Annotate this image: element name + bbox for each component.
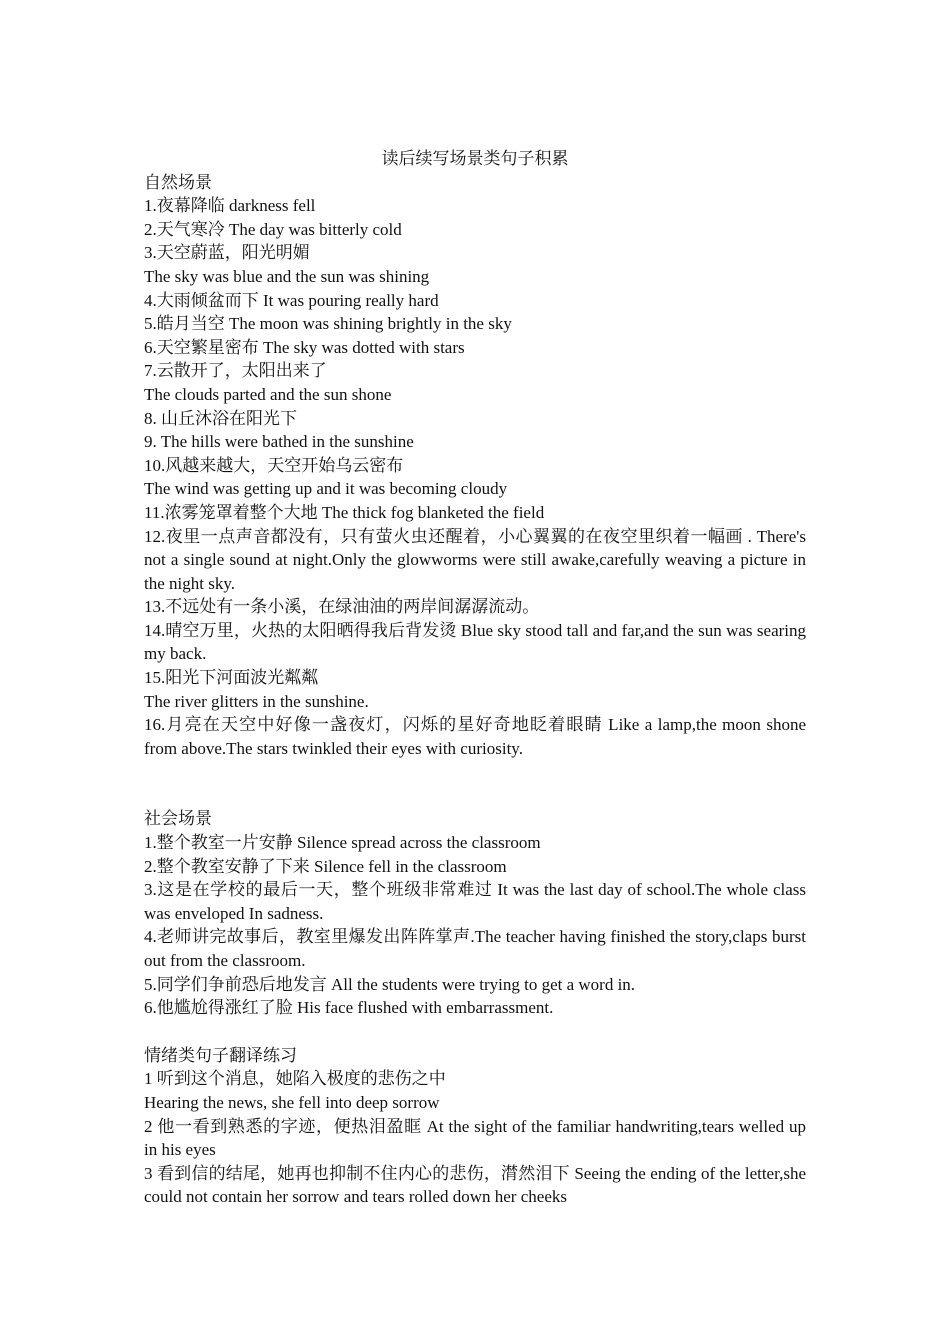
text-line: 1 听到这个消息，她陷入极度的悲伤之中 — [144, 1069, 446, 1089]
text-line: 10.风越来越大，天空开始乌云密布 — [144, 455, 404, 475]
text-line: 6.他尴尬得涨红了脸 His face flushed with embarrassment. — [144, 998, 554, 1018]
text-line: The wind was getting up and it was becoming cloudy — [144, 479, 508, 499]
text-line: 2.整个教室安静了下来 Silence fell in the classroom — [144, 856, 507, 876]
text-line: 16.月亮在天空中好像一盏夜灯，闪烁的星好奇地眨着眼睛 Like a lamp,the moon shone from above.The stars twinkled their eyes with curiosity. — [144, 715, 806, 758]
section-spacer — [144, 1020, 806, 1044]
text-line: The sky was blue and the sun was shining — [144, 266, 430, 286]
text-line: 7.云散开了，太阳出来了 — [144, 361, 327, 381]
text-line: 5.皓月当空 The moon was shining brightly in the sky — [144, 314, 512, 334]
text-line: 1.整个教室一片安静 Silence spread across the classroom — [144, 833, 541, 853]
text-line: 8. 山丘沐浴在阳光下 — [144, 408, 297, 428]
text-line: 1.夜幕降临 darkness fell — [144, 196, 316, 216]
text-line: 3.这是在学校的最后一天，整个班级非常难过 It was the last day of school.The whole class was enveloped In sadness. — [144, 880, 806, 923]
text-line: 3.天空蔚蓝，阳光明媚 — [144, 243, 310, 263]
text-line: 4.大雨倾盆而下 It was pouring really hard — [144, 290, 439, 310]
text-line: 14.晴空万里，火热的太阳晒得我后背发烫 Blue sky stood tall and far,and the sun was searing my back. — [144, 620, 806, 664]
text-line: Hearing the news, she fell into deep sorrow — [144, 1092, 440, 1112]
text-line: 6.天空繁星密布 The sky was dotted with stars — [144, 337, 465, 357]
section-heading-emotion: 情绪类句子翻译练习 — [144, 1045, 297, 1065]
document-title: 读后续写场景类句子积累 — [381, 149, 569, 168]
text-line: 13.不远处有一条小溪，在绿油油的两岸间潺潺流动。 — [144, 597, 540, 617]
text-line: 5.同学们争前恐后地发言 All the students were trying to get a word in. — [144, 974, 636, 994]
text-line: The river glitters in the sunshine. — [144, 691, 369, 711]
text-line: 9. The hills were bathed in the sunshine — [144, 432, 414, 452]
section-spacer — [144, 760, 806, 807]
text-line: 4.老师讲完故事后，教室里爆发出阵阵掌声.The teacher having finished the story,claps burst out from the classroom. — [144, 927, 806, 970]
section-heading-social: 社会场景 — [144, 809, 212, 829]
text-line: 3 看到信的结尾，她再也抑制不住内心的悲伤，潸然泪下 Seeing the ending of the letter,she could not contain her sorrow and tears rolled down her cheeks — [144, 1163, 806, 1207]
document-body — [144, 147, 806, 1209]
section-heading-natural: 自然场景 — [144, 172, 212, 192]
text-line: The clouds parted and the sun shone — [144, 384, 392, 404]
text-line: 15.阳光下河面波光粼粼 — [144, 668, 319, 688]
text-line: 2.天气寒冷 The day was bitterly cold — [144, 219, 402, 239]
text-line: 2 他一看到熟悉的字迹，便热泪盈眶 At the sight of the familiar handwriting,tears welled up in his eyes — [144, 1116, 806, 1160]
text-line: 12.夜里一点声音都没有，只有萤火虫还醒着，小心翼翼的在夜空里织着一幅画 . There's not a single sound at night.Only the glowworms were still awake,carefully weaving a picture in the night sky. — [144, 526, 806, 593]
text-line: 11.浓雾笼罩着整个大地 The thick fog blanketed the field — [144, 502, 545, 522]
